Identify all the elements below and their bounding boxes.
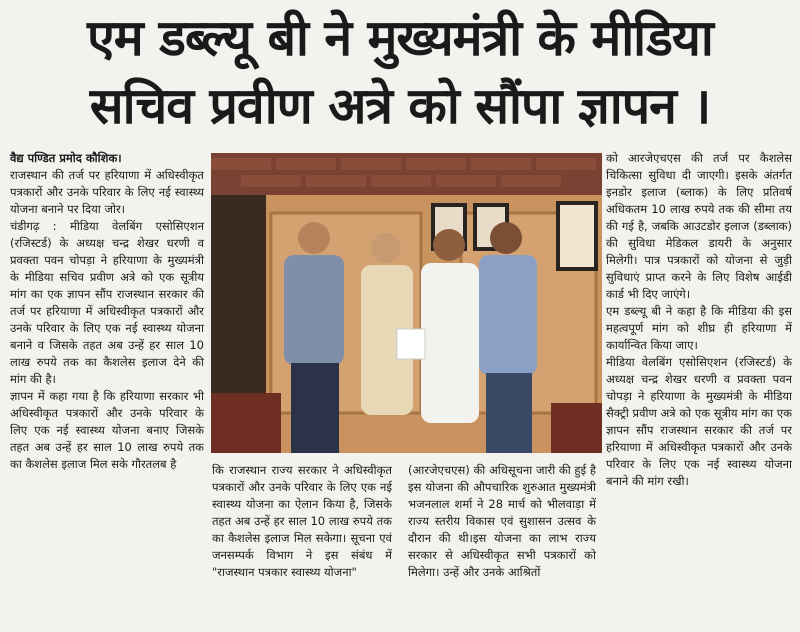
news-photo-illustration <box>211 153 602 453</box>
article-column-2b <box>408 462 596 628</box>
article-column-2a <box>212 462 392 628</box>
body-paragraph: चंडीगढ़ : मीडिया वेलबिंग एसोसिएशन (रजिस्टर्ड) के अध्यक्ष चन्द्र शेखर धरणी व प्रवक्ता पवन चोपड़ा ने हरियाणा के मुख्यमंत्री के मीडिया सचिव प्रवीण अत्रे को एक सूत्रीय मांग का एक ज्ञापन सौंप राजस्थान सरकार की तर्ज पर हरियाणा में अधिस्वीकृत पत्रकारों और उनके परिवार के लिए एक नई स्वास्थ्य योजना बनाने व जिसके तहत अब उन्हें हर साल 10 लाख रुपये तक का कैशलेस इलाज देने की मांग की है। <box>10 219 204 386</box>
byline: वैद्य पण्डित प्रमोद कौशिक। <box>10 151 122 165</box>
body-paragraph: को आरजेएचएस की तर्ज पर कैशलेस चिकित्सा सुविधा दी जाएगी। इसके अंतर्गत इनडोर इलाज (ब्लाक) के लिए प्रतिवर्ष अधिकतम 10 लाख रुपये तक की सीमा तय की गई है, जबकि आउटडोर इलाज (डब्लाक) की सुविधा मेडिकल डायरी के अनुसार मिलेगी। पात्र पत्रकारों को योजना से जुड़ी सुविधाएं प्राप्त करने के लिए विशेष आईडी कार्ड भी दिए जाएंगे। <box>606 151 792 301</box>
headline <box>0 0 800 150</box>
body-paragraph: (आरजेएचएस) की अधिसूचना जारी की हुई है इस योजना की औपचारिक शुरुआत मुख्यमंत्री भजनलाल शर्मा ने 28 मार्च को भीलवाड़ा में राज्य स्तरीय विकास एवं सुशासन उत्सव के दौरान की थी।इस योजना का लाभ राज्य सरकार से अधिस्वीकृत सभी पत्रकारों को मिलेगा। उन्हें और उनके आश्रितों <box>408 463 596 579</box>
body-paragraph: एम डब्ल्यू बी ने कहा है कि मीडिया की इस महत्वपूर्ण मांग को शीघ्र ही हरियाणा में कार्यान्वित किया जाए। <box>606 304 792 352</box>
body-paragraph: मीडिया वेलबिंग एसोसिएशन (रजिस्टर्ड) के अध्यक्ष चन्द्र शेखर धरणी व प्रवक्ता पवन चोपड़ा ने हरियाणा के मुख्यमंत्री के मीडिया सैक्ट्री प्रवीण अत्रे को एक सूत्रीय मांग का एक ज्ञापन सौंप राजस्थान सरकार की तर्ज पर हरियाणा में अधिस्वीकृत पत्रकारों और उनके परिवार के लिए एक नई स्वास्थ्य योजना बनाने की मांग रखी। <box>606 355 792 488</box>
article-column-3 <box>606 150 792 630</box>
body-paragraph: ज्ञापन में कहा गया है कि हरियाणा सरकार भी अधिस्वीकृत पत्रकारों और उनके परिवार के लिए एक नई स्वास्थ्य योजना बनाए जिसके तहत अब उन्हें हर साल 10 लाख रुपये तक का कैशलेस इलाज मिल सके गौरतलब है <box>10 389 204 471</box>
body-paragraph: कि राजस्थान राज्य सरकार ने अधिस्वीकृत पत्रकारों और उनके परिवार के लिए एक नई स्वास्थ्य योजना का ऐलान किया है, जिसके तहत अब उन्हें हर साल 10 लाख रुपये तक का कैशलेस इलाज मिल सकेगा। सूचना एवं जनसम्पर्क विभाग ने इस संबंध में "राजस्थान पत्रकार स्वास्थ्य योजना" <box>212 463 392 579</box>
news-photo <box>211 153 602 453</box>
article-column-1 <box>10 150 204 630</box>
summary-paragraph: राजस्थान की तर्ज पर हरियाणा में अधिस्वीकृत पत्रकारों और उनके परिवार के लिए नई स्वास्थ्य योजना बनाने पर दिया जोर। <box>10 168 204 216</box>
headline-line-2: सचिव प्रवीण अत्रे को सौंपा ज्ञापन । <box>89 77 711 135</box>
headline-line-1: एम डब्ल्यू बी ने मुख्यमंत्री के मीडिया <box>87 9 713 67</box>
